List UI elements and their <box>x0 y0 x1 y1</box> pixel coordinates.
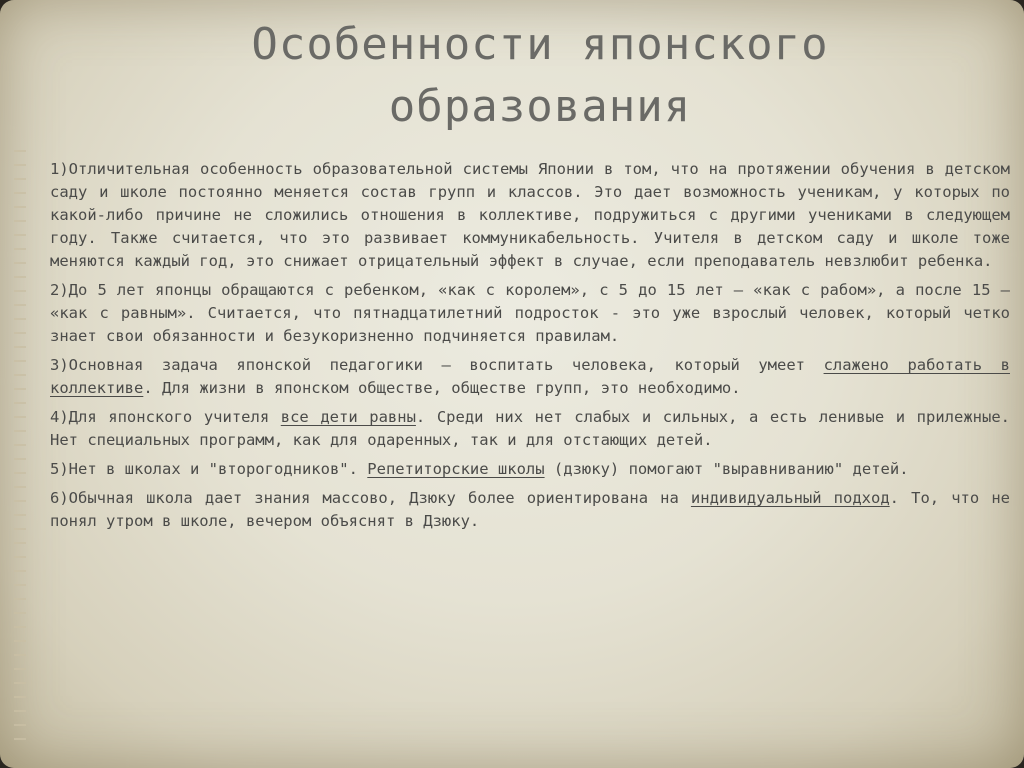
underlined-phrase: слажено работать в коллективе <box>50 356 1010 397</box>
title-line-1: Особенности японского <box>251 19 829 70</box>
paragraph-6-text-end: . То, что не понял утром в школе, вечером объяснят в Дзюку. <box>50 489 1010 530</box>
paragraph-5-text: 5)Нет в школах и "второгодников". <box>50 460 368 478</box>
paragraph-6 <box>50 487 1010 533</box>
underlined-phrase: Репетиторские школы <box>367 460 545 478</box>
paragraph-4-text-end: . Среди них нет слабых и сильных, а есть ленивые и прилежные. Нет специальных программ, как для одаренных, так и для отстающих детей. <box>50 408 1010 449</box>
paragraph-1: 1)Отличительная особенность образовательной системы Японии в том, что на протяжении обучения в детском саду и школе постоянно меняется состав групп и классов. Это дает возможность ученикам, у которых по какой-либо причине не сложились отношения в коллективе, подружиться с другими учениками в следующем году. Также считается, что это развивает коммуникабельность. Учителя в детском саду и школе тоже меняются каждый год, это снижает отрицательный эффект в случае, если преподаватель невзлюбит ребенка. <box>50 160 1010 270</box>
paragraph-3 <box>50 354 1010 400</box>
binding-stitch <box>14 150 26 750</box>
underlined-phrase: все дети равны <box>280 408 416 426</box>
underlined-phrase: индивидуальный подход <box>690 489 890 507</box>
paragraph-5-text-end: (дзюку) помогают "выравниванию" детей. <box>544 460 909 478</box>
paragraph-4 <box>50 406 1010 452</box>
title-line-2: образования <box>388 81 692 132</box>
paragraph-6-text: 6)Обычная школа дает знания массово, Дзюку более ориентирована на <box>50 489 691 507</box>
paragraph-2: 2)До 5 лет японцы обращаются с ребенком, «как с королем», с 5 до 15 лет – «как с рабом», а после 15 – «как с равным». Считается, что пятнадцатилетний подросток - это уже взрослый человек, который четко знает свои обязанности и безукоризненно подчиняется правилам. <box>50 281 1010 345</box>
slide-body <box>50 158 1010 539</box>
paragraph-3-text-end: . Для жизни в японском обществе, обществе групп, это необходимо. <box>143 379 741 397</box>
paragraph-5 <box>50 458 1010 481</box>
slide-title <box>120 14 960 138</box>
paragraph-3-text: 3)Основная задача японской педагогики – воспитать человека, который умеет <box>50 356 824 374</box>
paragraph-4-text: 4)Для японского учителя <box>50 408 281 426</box>
